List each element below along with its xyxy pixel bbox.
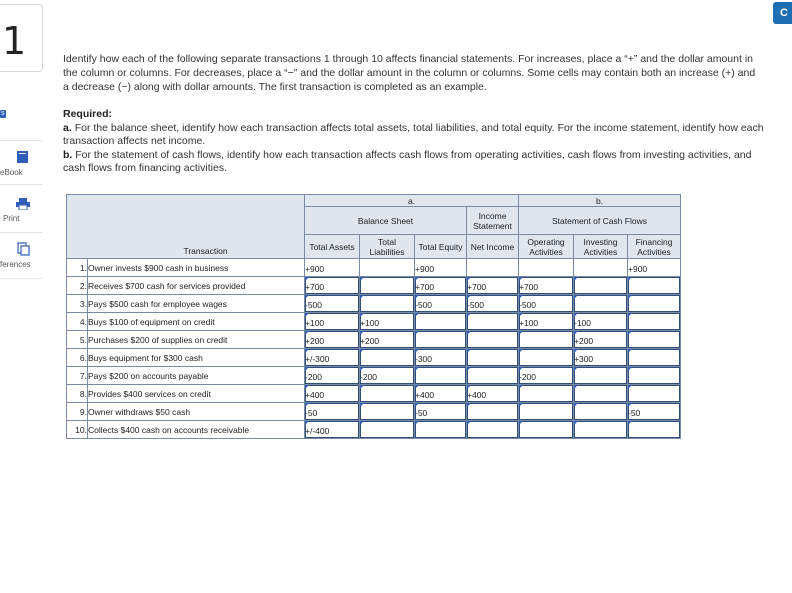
column-header-total-assets: Total Assets [305,235,360,259]
table-row [67,403,681,421]
input-total-equity [415,259,467,277]
references-button[interactable] [0,242,42,258]
cell-value: +200 [305,335,325,346]
input-financing-activities[interactable] [628,403,681,421]
input-net-income[interactable] [467,295,519,313]
rail-divider [0,184,42,185]
balance-sheet-header: Balance Sheet [305,207,467,235]
input-marker-icon [467,403,471,407]
printer-icon [16,198,30,210]
input-net-income[interactable] [467,367,519,385]
cell-value: -200 [519,371,537,382]
cell-value: -200 [360,371,378,382]
column-header-total-equity: Total Equity [415,235,467,259]
requirement-b-text: For the statement of cash flows, identify how each transaction affects cash flows from operating activities, cash flows from investing activities, and cash flows from financing activities. [63,149,752,174]
input-total-liabilities[interactable] [360,295,415,313]
transaction-description: Provides $400 services on credit [88,385,305,403]
column-header-total-liabilities: Total Liabilities [360,235,415,259]
question-instructions [63,52,763,94]
cell-value: +400 [467,389,487,400]
row-number: 9. [67,403,88,421]
input-total-assets[interactable] [305,313,360,331]
input-marker-icon [360,349,364,353]
input-total-equity[interactable] [415,385,467,403]
input-total-equity[interactable] [415,421,467,439]
input-marker-icon [574,277,578,281]
input-marker-icon [305,403,309,407]
input-marker-icon [305,385,309,389]
check-button[interactable]: C [773,2,792,24]
income-statement-header [467,207,519,235]
input-total-equity[interactable] [415,349,467,367]
cell-value: +700 [305,281,325,292]
rail-divider [0,278,42,279]
print-button[interactable] [0,198,42,212]
transaction-description: Pays $200 on accounts payable [88,367,305,385]
input-investing-activities [574,259,628,277]
input-operating-activities[interactable] [519,331,574,349]
input-marker-icon [628,349,632,353]
input-net-income[interactable] [467,421,519,439]
input-investing-activities[interactable] [574,403,628,421]
row-number: 2. [67,277,88,295]
input-total-equity[interactable] [415,367,467,385]
input-marker-icon [415,295,419,299]
input-net-income[interactable] [467,403,519,421]
transaction-description: Owner invests $900 cash in business [88,259,305,277]
input-marker-icon [628,403,632,407]
input-marker-icon [628,295,632,299]
cell-value: +900 [415,263,435,274]
input-marker-icon [305,277,309,281]
input-net-income[interactable] [467,385,519,403]
input-marker-icon [574,367,578,371]
input-marker-icon [305,313,309,317]
input-net-income[interactable] [467,349,519,367]
input-total-equity[interactable] [415,331,467,349]
requirement-a [63,122,768,148]
input-marker-icon [467,313,471,317]
input-investing-activities[interactable] [574,295,628,313]
input-marker-icon [519,367,523,371]
input-investing-activities[interactable] [574,313,628,331]
column-header-investing-activities: Investing Activities [574,235,628,259]
input-marker-icon [628,385,632,389]
transaction-description: Collects $400 cash on accounts receivable [88,421,305,439]
input-total-assets[interactable] [305,403,360,421]
cell-value: +900 [305,263,325,274]
input-operating-activities[interactable] [519,313,574,331]
input-operating-activities[interactable] [519,295,574,313]
cell-value: +200 [574,335,594,346]
input-total-assets[interactable] [305,349,360,367]
input-marker-icon [467,349,471,353]
input-investing-activities[interactable] [574,331,628,349]
cell-value: -500 [519,299,537,310]
input-financing-activities[interactable] [628,313,681,331]
cell-value: +200 [360,335,380,346]
column-header-operating-activities: Operating Activities [519,235,574,259]
cell-value: -50 [305,407,318,418]
input-total-equity[interactable] [415,295,467,313]
input-total-liabilities[interactable] [360,385,415,403]
input-marker-icon [628,313,632,317]
input-operating-activities[interactable] [519,367,574,385]
input-financing-activities[interactable] [628,385,681,403]
references-label: ferences [0,260,31,269]
input-financing-activities[interactable] [628,367,681,385]
instructions-text: Identify how each of the following separate transactions 1 through 10 affects financial statements. For increases, place a “+” and the dollar amount in the column or columns. For decreases, place a “−” and the dollar amount in the column or columns. Some cells may contain both an increase (+) and a decrease (−) along with dollar amounts. The first transaction is completed as an example. [63,53,756,93]
cell-value: -100 [574,317,592,328]
cell-value: -500 [305,299,323,310]
input-marker-icon [415,313,419,317]
input-investing-activities[interactable] [574,277,628,295]
input-marker-icon [305,421,309,425]
input-operating-activities[interactable] [519,403,574,421]
table-row [67,331,681,349]
input-marker-icon [305,331,309,335]
input-marker-icon [360,367,364,371]
row-number: 7. [67,367,88,385]
table-row [67,259,681,277]
input-total-liabilities [360,259,415,277]
input-financing-activities[interactable] [628,295,681,313]
cell-value: +100 [519,317,539,328]
input-marker-icon [628,421,632,425]
requirement-a-text: For the balance sheet, identify how each transaction affects total assets, total liabilities, and total equity. For the income statement, identify how each transaction affects net income. [63,122,764,147]
transaction-description: Buys $100 of equipment on credit [88,313,305,331]
input-marker-icon [467,367,471,371]
cell-value: +900 [628,263,648,274]
input-total-equity[interactable] [415,313,467,331]
input-marker-icon [360,313,364,317]
input-net-income[interactable] [467,313,519,331]
input-investing-activities[interactable] [574,385,628,403]
transactions-body [67,259,681,439]
required-heading: Required: [63,108,113,120]
input-marker-icon [305,367,309,371]
cell-value: +300 [574,353,594,364]
input-net-income [467,259,519,277]
table-row [67,367,681,385]
row-number: 8. [67,385,88,403]
input-total-assets[interactable] [305,421,360,439]
input-total-liabilities[interactable] [360,349,415,367]
cell-value: -200 [305,371,323,382]
cell-value: -50 [628,407,641,418]
cell-value: -500 [415,299,433,310]
input-marker-icon [360,421,364,425]
input-financing-activities[interactable] [628,331,681,349]
cell-value: -50 [415,407,428,418]
input-marker-icon [574,421,578,425]
income-statement-label: Income Statement [473,210,512,231]
transaction-header: Transaction [183,246,228,256]
rail-divider [0,140,42,141]
cell-value: +/-300 [305,353,330,364]
requirement-a-label: a. [63,122,72,134]
input-marker-icon [519,277,523,281]
input-marker-icon [415,367,419,371]
input-marker-icon [360,403,364,407]
table-row [67,277,681,295]
input-total-liabilities[interactable] [360,367,415,385]
input-total-assets[interactable] [305,385,360,403]
cell-value: +/-400 [305,425,330,436]
ebook-button[interactable] [0,150,42,166]
input-investing-activities[interactable] [574,367,628,385]
transaction-description: Receives $700 cash for services provided [88,277,305,295]
input-marker-icon [628,367,632,371]
row-number: 5. [67,331,88,349]
requirement-b [63,149,768,175]
part-a-header: a. [305,195,519,207]
input-marker-icon [628,277,632,281]
input-marker-icon [360,295,364,299]
input-financing-activities [628,259,681,277]
input-operating-activities[interactable] [519,277,574,295]
input-marker-icon [574,385,578,389]
input-operating-activities [519,259,574,277]
transaction-description: Pays $500 cash for employee wages [88,295,305,313]
cell-value: +700 [467,281,487,292]
row-number: 4. [67,313,88,331]
input-marker-icon [415,277,419,281]
cell-value: -500 [467,299,485,310]
row-number: 10. [67,421,88,439]
table-row [67,385,681,403]
input-total-liabilities[interactable] [360,403,415,421]
requirement-b-label: b. [63,149,73,161]
input-marker-icon [628,331,632,335]
ebook-label: eBook [0,168,23,177]
transactions-table [66,194,681,439]
documents-icon [16,242,30,256]
input-marker-icon [467,295,471,299]
input-marker-icon [305,295,309,299]
input-marker-icon [467,331,471,335]
transaction-description: Buys equipment for $300 cash [88,349,305,367]
row-number: 3. [67,295,88,313]
partial-label: s [1,110,5,117]
input-marker-icon [519,421,523,425]
cell-value: +400 [415,389,435,400]
input-total-assets[interactable] [305,295,360,313]
input-financing-activities[interactable] [628,421,681,439]
rail-divider [0,232,42,233]
book-icon [16,150,30,164]
table-row [67,421,681,439]
table-row [67,295,681,313]
part-b-header: b. [519,195,681,207]
input-marker-icon [519,349,523,353]
transaction-description: Owner withdraws $50 cash [88,403,305,421]
cell-value: +100 [360,317,380,328]
input-marker-icon [519,295,523,299]
input-total-equity[interactable] [415,403,467,421]
input-operating-activities[interactable] [519,421,574,439]
left-sidebar [0,0,42,593]
input-marker-icon [467,277,471,281]
input-financing-activities[interactable] [628,277,681,295]
input-net-income[interactable] [467,331,519,349]
input-total-assets[interactable] [305,277,360,295]
input-marker-icon [467,385,471,389]
cell-value: +400 [305,389,325,400]
input-operating-activities[interactable] [519,385,574,403]
input-marker-icon [305,349,309,353]
input-total-liabilities[interactable] [360,313,415,331]
input-marker-icon [415,421,419,425]
question-number-box[interactable] [0,4,43,72]
print-label: Print [3,214,20,223]
input-marker-icon [574,295,578,299]
input-marker-icon [467,421,471,425]
cell-value: +100 [305,317,325,328]
input-total-assets[interactable] [305,367,360,385]
input-marker-icon [360,331,364,335]
row-number: 6. [67,349,88,367]
input-total-liabilities[interactable] [360,331,415,349]
input-marker-icon [519,331,523,335]
input-marker-icon [519,403,523,407]
transaction-header-cell [67,195,305,259]
row-number: 1. [67,259,88,277]
question-number: 1 [2,19,27,63]
input-total-assets [305,259,360,277]
column-header-financing-activities: Financing Activities [628,235,681,259]
cash-flows-header: Statement of Cash Flows [519,207,681,235]
input-operating-activities[interactable] [519,349,574,367]
table-row [67,313,681,331]
column-header-net-income: Net Income [467,235,519,259]
table-row [67,349,681,367]
cell-value: +700 [519,281,539,292]
input-marker-icon [415,331,419,335]
input-marker-icon [415,349,419,353]
input-financing-activities[interactable] [628,349,681,367]
input-marker-icon [574,331,578,335]
cell-value: -300 [415,353,433,364]
input-total-equity[interactable] [415,277,467,295]
input-total-assets[interactable] [305,331,360,349]
transaction-description: Purchases $200 of supplies on credit [88,331,305,349]
input-marker-icon [574,403,578,407]
cell-value: +700 [415,281,435,292]
input-investing-activities[interactable] [574,349,628,367]
input-investing-activities[interactable] [574,421,628,439]
input-marker-icon [360,385,364,389]
input-marker-icon [519,385,523,389]
input-marker-icon [415,385,419,389]
input-total-liabilities[interactable] [360,277,415,295]
input-total-liabilities[interactable] [360,421,415,439]
input-marker-icon [574,349,578,353]
input-marker-icon [574,313,578,317]
input-marker-icon [415,403,419,407]
input-net-income[interactable] [467,277,519,295]
input-marker-icon [360,277,364,281]
input-marker-icon [519,313,523,317]
